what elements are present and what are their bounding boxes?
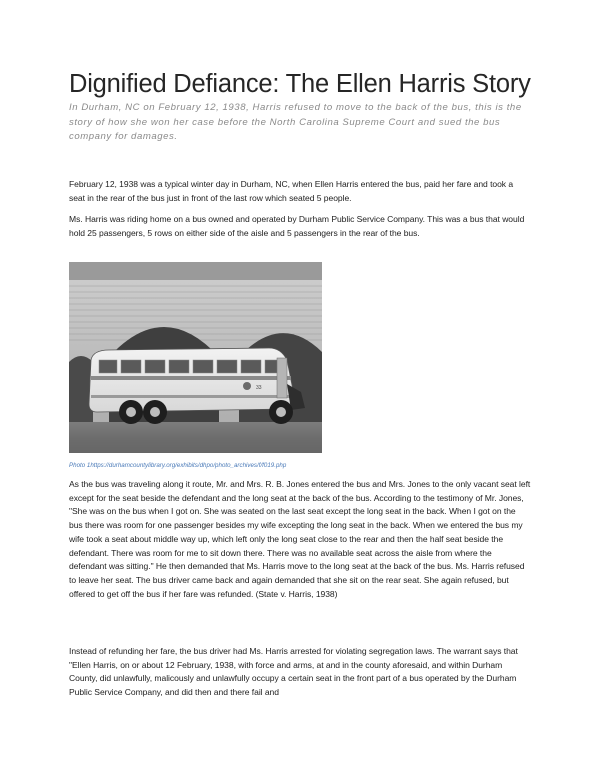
bus-number: 33 — [256, 385, 262, 391]
photo-caption-link[interactable]: Photo 1https://durhamcountylibrary.org/exhibits/dhpo/photo_archives/f/f019.php — [69, 462, 287, 469]
paragraph-1: February 12, 1938 was a typical winter day in Durham, NC, when Ellen Harris entered the bus, paid her fare and took a seat in the rear of the bus just in front of the last row which seated 5 people. — [69, 179, 514, 203]
paragraph-3: As the bus was traveling along it route, Mr. and Mrs. R. B. Jones entered the bus and Mrs. Jones to the only vacant seat left except for the seat beside the defendant and the long seat at the back of the bus. According to the testimony of Mr. Jones, "She was on the bus when I got on. She was seated on the last seat except the long seat in the back. When I got on the bus there was room for one passenger besides my wife excepting the long seat in the back. When we entered the bus my wife took a seat about middle way up, which left only the long seat close to the rear and then the half seat beside the defendant. There was room for me to sit down there. There was no available seat across the aisle from where the defendant was sitting." He then demanded that Ms. Harris move to the long seat at the back of the bus. Ms. Harris refused to leave her seat. The bus driver came back and again demanded that she sit on the rear seat. She again refused, but offered to get off the bus if her fare was refunded. (State v. Harris, 1938) — [69, 479, 531, 599]
bus-photo — [69, 262, 322, 453]
paragraph-2: Ms. Harris was riding home on a bus owned and operated by Durham Public Service Company. This was a bus that would hold 25 passengers, 5 rows on either side of the aisle and 5 passengers in the rear of the bus. — [69, 214, 525, 238]
article-subtitle: In Durham, NC on February 12, 1938, Harris refused to move to the back of the bus, this is the story of how she won her case before the North Carolina Supreme Court and sued the bus company for damages. — [69, 102, 522, 142]
article-title: Dignified Defiance: The Ellen Harris Story — [69, 70, 531, 98]
bus-photo-illustration — [69, 262, 322, 453]
paragraph-4: Instead of refunding her fare, the bus driver had Ms. Harris arrested for violating segregation laws. The warrant says that "Ellen Harris, on or about 12 February, 1938, with force and arms, at and in the county aforesaid, and within Durham County, did unlawfully, malicously and unlawfully occupy a certain seat in the front part of a bus operated by the Durham Public Service Company, and did then and there fail and — [69, 646, 518, 698]
